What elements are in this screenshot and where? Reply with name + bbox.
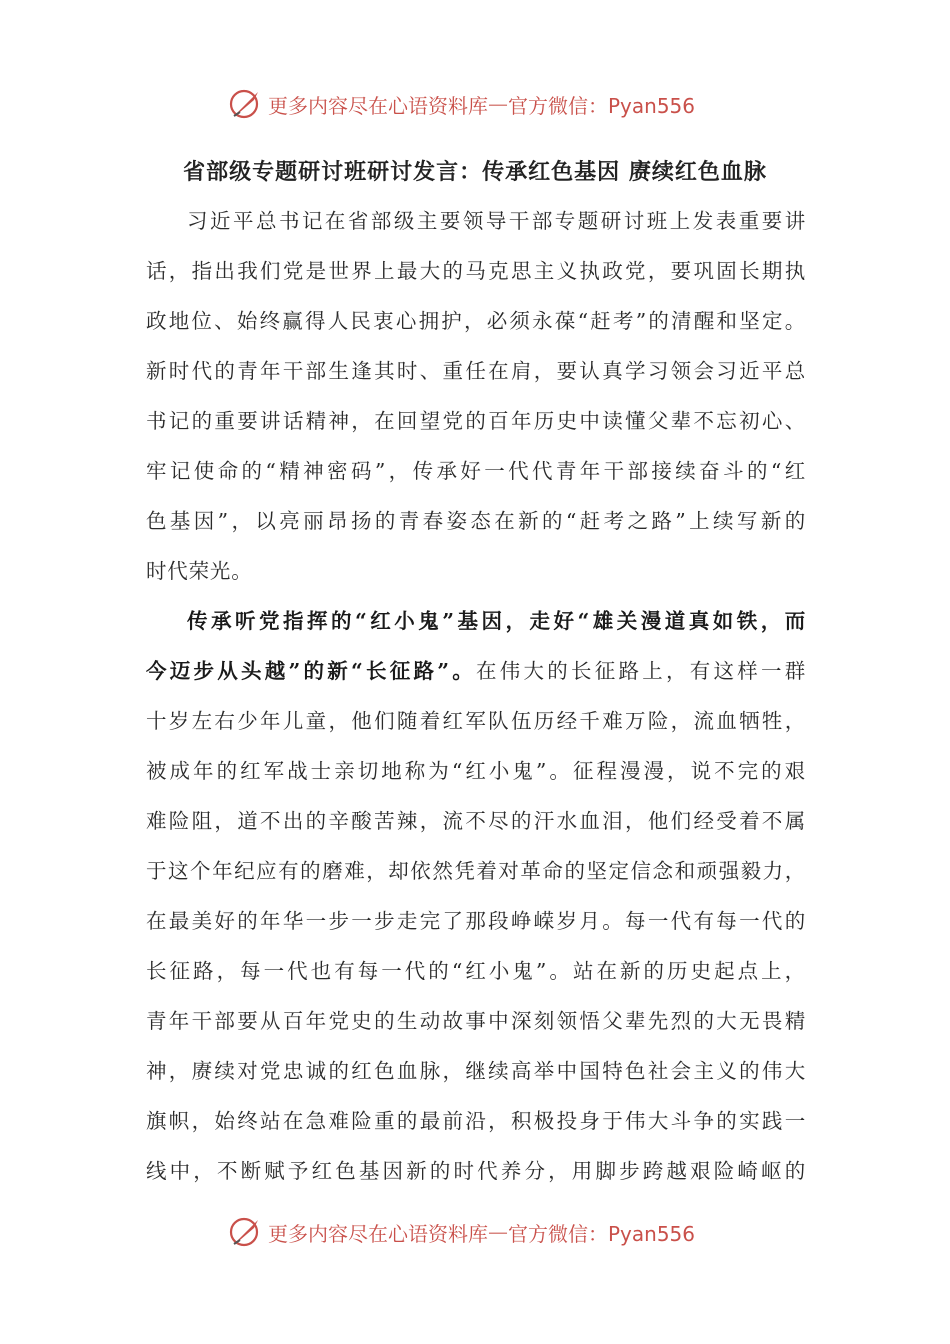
text-line: 政地位、始终赢得人民衷心拥护，必须永葆“赶考”的清醒和坚定。 (146, 309, 806, 333)
text-line: 线中，不断赋予红色基因新的时代养分，用脚步跨越艰险崎岖的 (146, 1159, 806, 1183)
banner-site-text: 更多内容尽在心语资料库 (268, 1221, 488, 1246)
text-line: 在最美好的年华一步一步走完了那段峥嵘岁月。每一代有每一代的 (146, 909, 806, 933)
text-line (146, 646, 806, 696)
document-title: 省部级专题研讨班研讨发言：传承红色基因 赓续红色血脉 (183, 159, 767, 185)
text-line: 被成年的红军战士亲切地称为“红小鬼”。征程漫漫，说不完的艰 (146, 759, 806, 783)
footer-watermark-banner (228, 1212, 695, 1252)
section-heading-end: 今迈步从头越”的新“长征路”。 (146, 659, 477, 683)
text-line: 新时代的青年干部生逢其时、重任在肩，要认真学习领会习近平总 (146, 359, 806, 383)
banner-contact-text: 官方微信：Pyan556 (508, 1221, 696, 1246)
document-body (146, 196, 806, 1196)
banner-contact-text: 官方微信：Pyan556 (508, 93, 696, 118)
text-line-continuation: 在伟大的长征路上，有这样一群 (476, 659, 806, 683)
banner-site-text: 更多内容尽在心语资料库 (268, 93, 488, 118)
text-line: 神，赓续对党忠诚的红色血脉，继续高举中国特色社会主义的伟大 (146, 1059, 806, 1083)
text-line: 于这个年纪应有的磨难，却依然凭着对革命的坚定信念和顽强毅力， (146, 859, 806, 883)
text-line: 色基因”，以亮丽昂扬的青春姿态在新的“赶考之路”上续写新的 (146, 509, 806, 533)
section-heading-line: 传承听党指挥的“红小鬼”基因，走好“雄关漫道真如铁，而 (187, 609, 806, 633)
text-line: 习近平总书记在省部级主要领导干部专题研讨班上发表重要讲 (187, 209, 806, 233)
quill-logo-icon (228, 86, 264, 122)
header-watermark-banner (228, 84, 695, 124)
banner-separator: — (488, 92, 508, 116)
text-line: 牢记使命的“精神密码”，传承好一代代青年干部接续奋斗的“红 (146, 459, 806, 483)
text-line: 十岁左右少年儿童，他们随着红军队伍历经千难万险，流血牺牲， (146, 709, 806, 733)
text-line: 旗帜，始终站在急难险重的最前沿，积极投身于伟大斗争的实践一 (146, 1109, 806, 1133)
text-line: 书记的重要讲话精神，在回望党的百年历史中读懂父辈不忘初心、 (146, 409, 806, 433)
text-line: 难险阻，道不出的辛酸苦辣，流不尽的汗水血泪，他们经受着不属 (146, 809, 806, 833)
text-line: 长征路，每一代也有每一代的“红小鬼”。站在新的历史起点上， (146, 959, 806, 983)
text-line: 话，指出我们党是世界上最大的马克思主义执政党，要巩固长期执 (146, 259, 806, 283)
quill-logo-icon (228, 1214, 264, 1250)
banner-separator: — (488, 1220, 508, 1244)
text-line: 青年干部要从百年党史的生动故事中深刻领悟父辈先烈的大无畏精 (146, 1009, 806, 1033)
text-line: 时代荣光。 (146, 559, 253, 583)
